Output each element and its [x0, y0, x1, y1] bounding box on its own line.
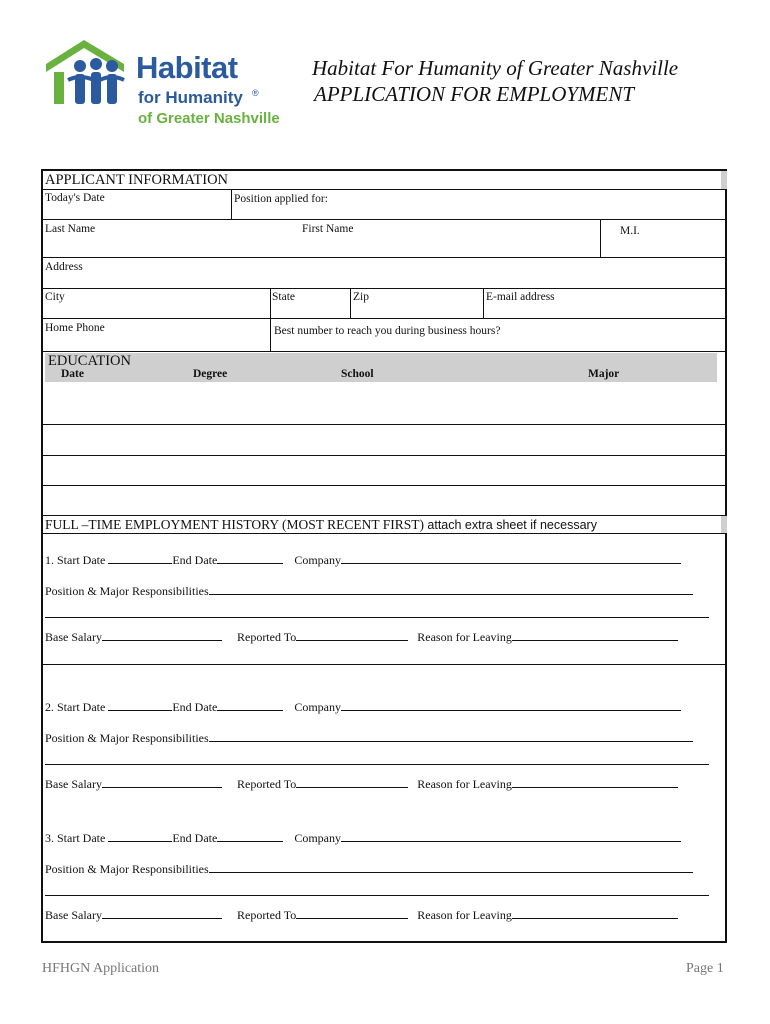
entry-2-reason-label: Reason for Leaving [417, 777, 512, 791]
page-title: Habitat For Humanity of Greater Nashville [312, 56, 679, 80]
section-bar-edge [721, 171, 727, 189]
entry-1-reason-field[interactable] [512, 629, 678, 641]
entry-2-salary-row [45, 776, 678, 792]
entry-3-company-label: Company [294, 831, 341, 845]
entry-3-reported-label: Reported To [236, 908, 297, 922]
divider [43, 257, 727, 258]
entry-3-salary-label: Base Salary [45, 908, 102, 922]
divider [43, 533, 727, 534]
entry-1-company-field[interactable] [341, 552, 681, 564]
last-name-label: Last Name [45, 223, 96, 235]
divider [483, 288, 484, 318]
entry-2-position-field[interactable] [209, 730, 693, 742]
employment-section-title [45, 517, 597, 533]
entry-1-position-label: Position & Major Responsibilities [45, 584, 209, 598]
divider [43, 219, 727, 220]
entry-2-dates-row [45, 699, 681, 715]
divider [43, 189, 727, 190]
best-number-label: Best number to reach you during business hours? [274, 325, 501, 337]
entry-3-position-field[interactable] [209, 861, 693, 873]
entry-2-position-label: Position & Major Responsibilities [45, 731, 209, 745]
entry-2-position-row [45, 730, 693, 746]
divider [43, 318, 727, 319]
entry-1-position-field[interactable] [209, 583, 693, 595]
divider [600, 219, 601, 257]
mi-label: M.I. [620, 225, 640, 237]
footer-left: HFHGN Application [42, 961, 160, 976]
entry-3-end-label: End Date [172, 831, 218, 845]
edu-col-major: Major [588, 368, 620, 380]
entry-3-start-field[interactable] [108, 830, 172, 842]
divider [43, 515, 727, 516]
zip-label: Zip [353, 291, 369, 303]
divider [43, 424, 727, 425]
entry-3-salary-field[interactable] [102, 907, 222, 919]
entry-1-salary-row [45, 629, 678, 645]
entry-2-start-label: 2. Start Date [45, 700, 106, 714]
entry-2-company-field[interactable] [341, 699, 681, 711]
entry-3-dates-row [45, 830, 681, 846]
entry-2-salary-field[interactable] [102, 776, 222, 788]
entry-1-position-row [45, 583, 693, 599]
entry-1-start-label: 1. Start Date [45, 553, 106, 567]
entry-1-company-label: Company [294, 553, 341, 567]
email-label: E-mail address [486, 291, 555, 303]
entry-1-salary-field[interactable] [102, 629, 222, 641]
edu-col-degree: Degree [193, 368, 228, 380]
entry-1-dates-row [45, 552, 681, 568]
brand-habitat: Habitat [136, 50, 238, 85]
entry-2-company-label: Company [294, 700, 341, 714]
registered-mark: ® [252, 88, 259, 98]
entry-3-reason-field[interactable] [512, 907, 678, 919]
entry-3-company-field[interactable] [341, 830, 681, 842]
entry-2-reason-field[interactable] [512, 776, 678, 788]
divider [43, 351, 727, 352]
entry-2-reported-label: Reported To [236, 777, 297, 791]
divider [43, 288, 727, 289]
divider [270, 318, 271, 351]
entry-3-start-label: 3. Start Date [45, 831, 106, 845]
divider [43, 664, 727, 665]
entry-2-extra-line[interactable] [45, 764, 709, 765]
page-subtitle: APPLICATION FOR EMPLOYMENT [314, 82, 635, 106]
employment-title-text: FULL –TIME EMPLOYMENT HISTORY (MOST RECENT FIRST) [45, 517, 425, 532]
divider [43, 485, 727, 486]
divider [270, 288, 271, 318]
entry-2-reported-field[interactable] [296, 776, 408, 788]
entry-3-extra-line[interactable] [45, 895, 709, 896]
address-label: Address [45, 261, 83, 273]
home-phone-label: Home Phone [45, 322, 105, 334]
employment-note: attach extra sheet if necessary [427, 518, 597, 532]
entry-2-start-field[interactable] [108, 699, 172, 711]
position-applied-label: Position applied for: [234, 193, 328, 205]
application-form [41, 169, 727, 943]
brand-for-humanity: for Humanity [138, 88, 243, 107]
edu-col-school: School [341, 368, 374, 380]
divider [43, 455, 727, 456]
todays-date-label: Today's Date [45, 192, 105, 204]
state-label: State [272, 291, 295, 303]
city-label: City [45, 291, 65, 303]
entry-1-end-field[interactable] [217, 552, 283, 564]
divider [231, 189, 232, 219]
applicant-section-title: APPLICANT INFORMATION [45, 172, 229, 188]
entry-3-reported-field[interactable] [296, 907, 408, 919]
habitat-logo [44, 36, 280, 132]
entry-1-reason-label: Reason for Leaving [417, 630, 512, 644]
first-name-label: First Name [302, 223, 354, 235]
entry-3-end-field[interactable] [217, 830, 283, 842]
page-number: Page 1 [686, 961, 724, 976]
education-section-title: EDUCATION [48, 353, 131, 369]
divider [350, 288, 351, 318]
section-bar-edge [721, 516, 727, 533]
edu-col-date: Date [61, 368, 84, 380]
entry-1-reported-field[interactable] [296, 629, 408, 641]
entry-3-reason-label: Reason for Leaving [417, 908, 512, 922]
entry-1-extra-line[interactable] [45, 617, 709, 618]
entry-1-reported-label: Reported To [236, 630, 297, 644]
entry-2-salary-label: Base Salary [45, 777, 102, 791]
entry-2-end-field[interactable] [217, 699, 283, 711]
brand-nashville: of Greater Nashville [138, 110, 280, 127]
entry-1-end-label: End Date [172, 553, 218, 567]
entry-3-position-label: Position & Major Responsibilities [45, 862, 209, 876]
entry-1-start-field[interactable] [108, 552, 172, 564]
entry-3-salary-row [45, 907, 678, 923]
entry-2-end-label: End Date [172, 700, 218, 714]
entry-3-position-row [45, 861, 693, 877]
entry-1-salary-label: Base Salary [45, 630, 102, 644]
